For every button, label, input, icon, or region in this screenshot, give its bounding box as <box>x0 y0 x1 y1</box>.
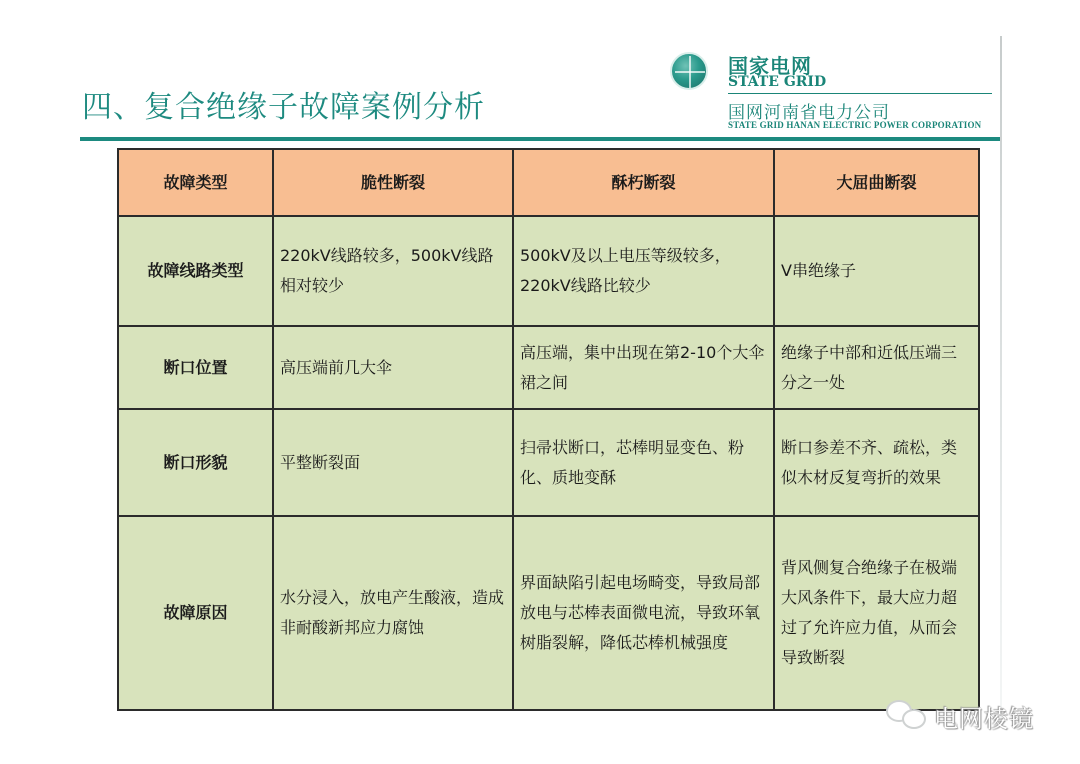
table-cell: 扫帚状断口，芯棒明显变色、粉化、质地变酥 <box>513 409 774 516</box>
table-cell: 500kV及以上电压等级较多，220kV线路比较少 <box>513 216 774 326</box>
table-row <box>118 216 979 326</box>
table-cell: 断口参差不齐、疏松，类似木材反复弯折的效果 <box>774 409 979 516</box>
state-grid-globe-icon <box>670 52 708 90</box>
state-grid-logo <box>670 46 1000 136</box>
wechat-icon-bubble <box>902 709 926 729</box>
header-fault-type: 故障类型 <box>118 149 273 216</box>
table-cell: 背风侧复合绝缘子在极端大风条件下，最大应力超过了允许应力值，从而会导致断裂 <box>774 516 979 710</box>
title-divider <box>80 137 1002 141</box>
table-row <box>118 516 979 710</box>
row-label: 故障线路类型 <box>118 216 273 326</box>
logo-company-cn: 国网河南省电力公司 <box>728 103 890 123</box>
header-buckling-fracture: 大屈曲断裂 <box>774 149 979 216</box>
fault-comparison-table <box>117 148 980 711</box>
header-brittle-fracture: 脆性断裂 <box>273 149 513 216</box>
slide-edge-line <box>1000 36 1002 726</box>
slide-title: 四、复合绝缘子故障案例分析 <box>82 90 485 125</box>
table-row <box>118 326 979 409</box>
logo-name-en: STATE GRID <box>728 74 827 90</box>
table-cell: 高压端，集中出现在第2-10个大伞裙之间 <box>513 326 774 409</box>
header-decay-fracture: 酥朽断裂 <box>513 149 774 216</box>
table-cell: 水分浸入，放电产生酸液，造成非耐酸新邦应力腐蚀 <box>273 516 513 710</box>
logo-divider <box>728 93 992 94</box>
table-cell: 220kV线路较多，500kV线路相对较少 <box>273 216 513 326</box>
logo-name-cn: 国家电网 <box>728 54 812 78</box>
table-cell: V串绝缘子 <box>774 216 979 326</box>
table-cell: 高压端前几大伞 <box>273 326 513 409</box>
logo-company-en: STATE GRID HANAN ELECTRIC POWER CORPORATION <box>728 120 982 130</box>
table-row <box>118 409 979 516</box>
table-cell: 平整断裂面 <box>273 409 513 516</box>
watermark-text: 电网棱镜 <box>934 705 1034 733</box>
row-label: 故障原因 <box>118 516 273 710</box>
table-header-row <box>118 149 979 216</box>
row-label: 断口位置 <box>118 326 273 409</box>
table-cell: 界面缺陷引起电场畸变，导致局部放电与芯棒表面微电流，导致环氧树脂裂解，降低芯棒机械强度 <box>513 516 774 710</box>
row-label: 断口形貌 <box>118 409 273 516</box>
wechat-watermark <box>882 697 1052 733</box>
table-cell: 绝缘子中部和近低压端三分之一处 <box>774 326 979 409</box>
